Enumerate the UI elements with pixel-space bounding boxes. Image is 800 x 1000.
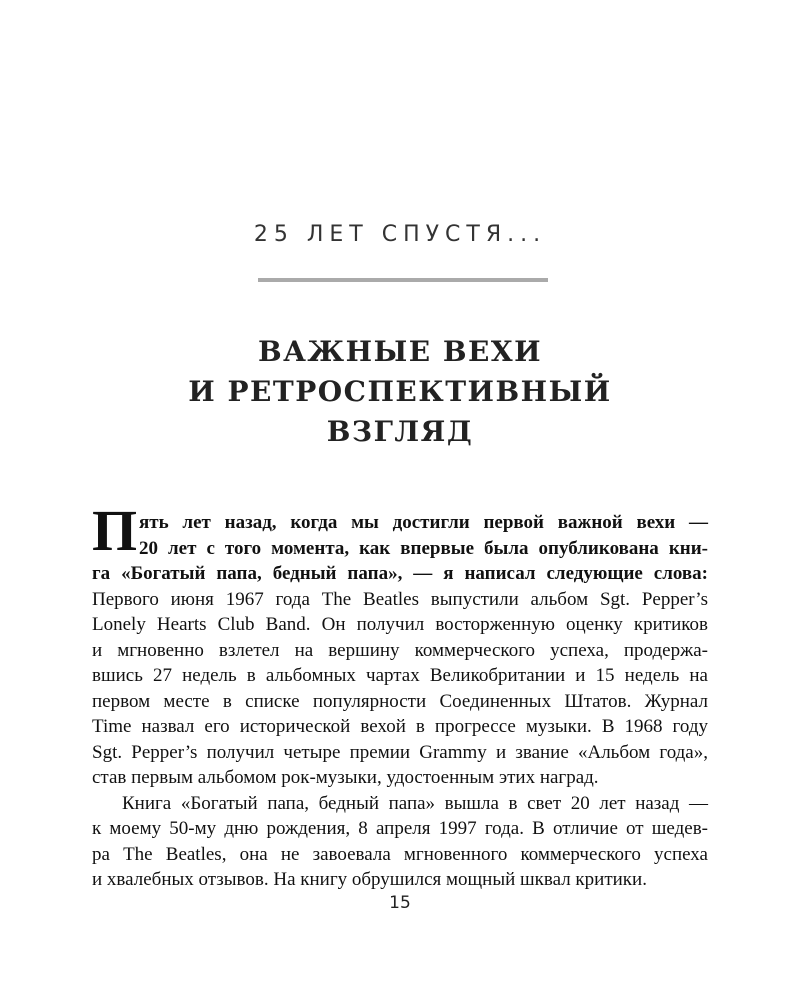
chapter-title-line: ВАЖНЫЕ ВЕХИ (257, 335, 543, 368)
paragraph-2-line: и хвалебных отзывов. На книгу обрушился мощный шквал критики. (92, 869, 647, 890)
paragraph-2-line: ра The Beatles, она не завоевала мгновенного коммерческого успеха (92, 843, 708, 865)
paragraph-1-line: став первым альбомом рок-музыки, удостоенным этих наград. (92, 767, 599, 788)
paragraph-1-line: вшись 27 недель в альбомных чартах Великобритании и 15 недель на (92, 665, 708, 686)
paragraph-1-line: 20 лет с того момента, как впервые была опубликована кни- (139, 537, 708, 559)
chapter-title (0, 332, 800, 452)
paragraph-1-line: первом месте в списке популярности Соединенных Штатов. Журнал (92, 690, 708, 712)
page-number: 15 (389, 893, 411, 913)
chapter-title-line: ВЗГЛЯД (326, 415, 474, 448)
section-label: 25 ЛЕТ СПУСТЯ... (253, 222, 547, 247)
paragraph-1-line: и мгновенно взлетел на вершину коммерческого успеха, продержа- (92, 639, 708, 661)
divider-rule (258, 278, 548, 282)
paragraph-2-line: к моему 50-му дню рождения, 8 апреля 1997 года. В отличие от шедев- (92, 818, 708, 839)
paragraph-1-line: Sgt. Pepper’s получил четыре премии Grammy и звание «Альбом года», (92, 741, 708, 763)
paragraph-1-line: Time назвал его исторической вехой в прогрессе музыки. В 1968 году (92, 716, 708, 737)
paragraph-2-line: Книга «Богатый папа, бедный папа» вышла в свет 20 лет назад — (122, 792, 708, 814)
paragraph-1-line: ять лет назад, когда мы достигли первой важной вехи — (139, 512, 708, 533)
chapter-title-line: И РЕТРОСПЕКТИВНЫЙ (188, 375, 612, 408)
paragraph-1-line: Первого июня 1967 года The Beatles выпустили альбом Sgt. Pepper’s (92, 588, 708, 610)
paragraph-1-line: Lonely Hearts Club Band. Он получил восторженную оценку критиков (92, 614, 708, 635)
body-text (92, 510, 708, 893)
paragraph-1-line: га «Богатый папа, бедный папа», — я написал следующие слова: (92, 563, 708, 584)
drop-cap: П (92, 498, 138, 563)
